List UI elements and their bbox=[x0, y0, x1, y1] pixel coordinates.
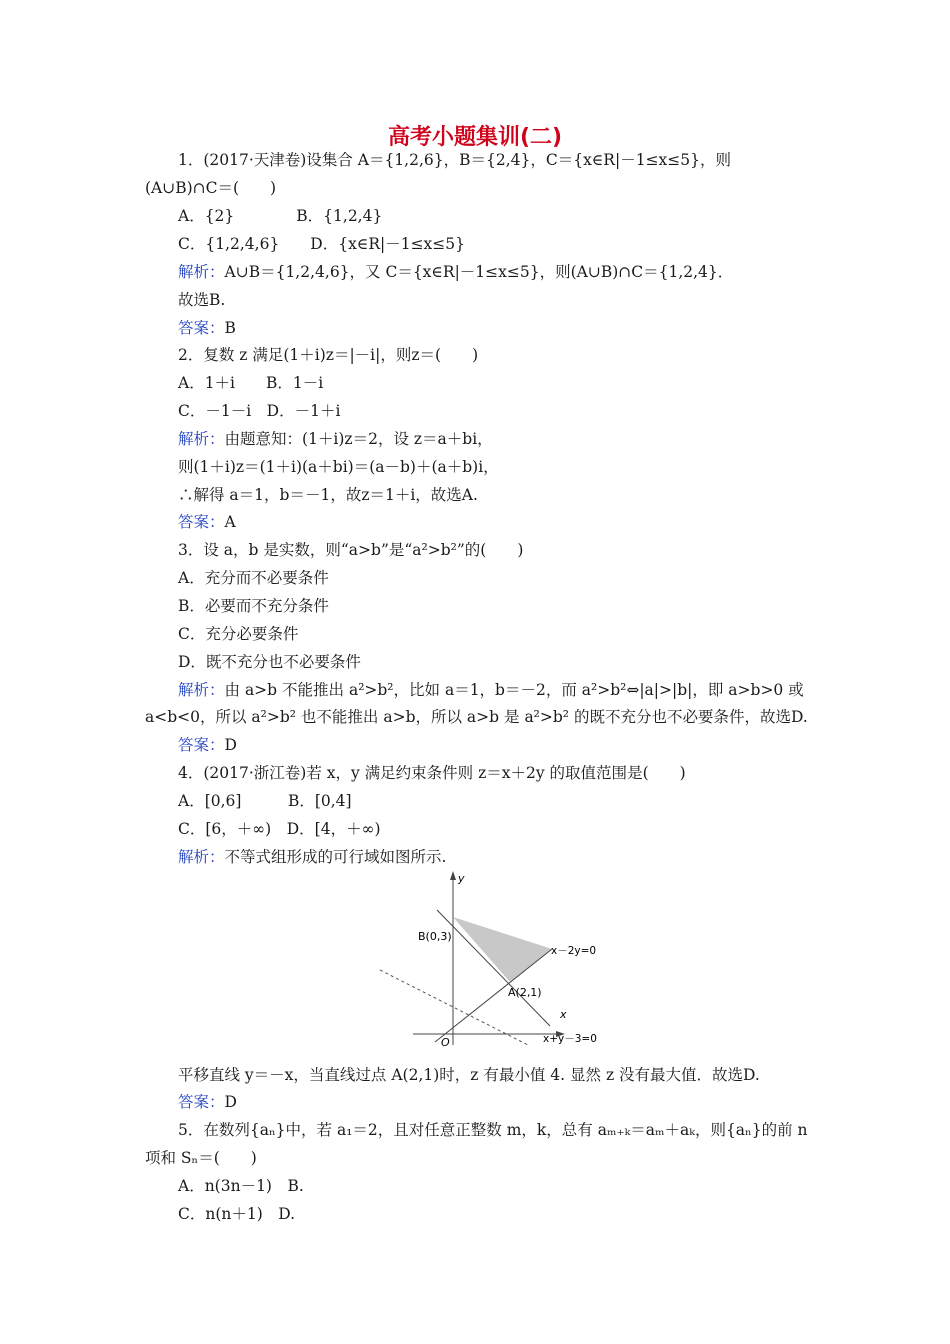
q2-answer-value: A bbox=[224, 513, 236, 531]
y-axis-label: y bbox=[458, 872, 465, 885]
analysis-label: 解析： bbox=[178, 848, 225, 866]
analysis-label: 解析： bbox=[178, 263, 225, 281]
line-1-label: x－2y=0 bbox=[551, 945, 597, 957]
q5-options-cd: C．n(n＋1) D. bbox=[178, 1205, 296, 1223]
x-axis-label: x bbox=[560, 1008, 567, 1021]
q3-analysis-text: 由 a>b 不能推出 a²>b²，比如 a＝1，b＝－2，而 a²>b²⇔|a|>|b|，即 a>b>0 或 bbox=[224, 681, 804, 699]
q1-options-ab: A．{2} B．{1,2,4} bbox=[178, 207, 383, 225]
q5-options-ab: A．n(3n－1) B. bbox=[178, 1177, 304, 1195]
q4-analysis bbox=[178, 847, 446, 867]
q5-stem: 5．在数列{aₙ}中，若 a₁＝2，且对任意正整数 m，k，总有 aₘ₊ₖ＝aₘ＋aₖ，则{aₙ}的前 n bbox=[178, 1121, 808, 1139]
answer-label: 答案： bbox=[178, 513, 225, 531]
q4-stem: 4．(2017·浙江卷)若 x，y 满足约束条件则 z＝x＋2y 的取值范围是( ) bbox=[178, 764, 686, 782]
page-title: 高考小题集训(二) bbox=[387, 125, 563, 150]
q3-answer bbox=[178, 735, 237, 755]
q1-options-cd: C．{1,2,4,6} D．{x∈R|－1≤x≤5} bbox=[178, 235, 466, 253]
q3-stem: 3．设 a，b 是实数，则“a>b”是“a²>b²”的( ) bbox=[178, 541, 524, 559]
q3-analysis bbox=[178, 680, 804, 700]
analysis-label: 解析： bbox=[178, 681, 225, 699]
point-a-label: A(2,1) bbox=[508, 986, 542, 999]
origin-label: O bbox=[441, 1036, 450, 1049]
q1-analysis-text: A∪B＝{1,2,4,6}，又 C＝{x∈R|－1≤x≤5}，则(A∪B)∩C＝{1,2,4}． bbox=[224, 263, 734, 281]
q3-answer-value: D bbox=[224, 736, 237, 754]
q1-stem-cont: (A∪B)∩C＝( ) bbox=[145, 179, 277, 197]
dashed-line-y-minus-x bbox=[380, 970, 530, 1046]
answer-label: 答案： bbox=[178, 736, 225, 754]
q4-options-cd: C．[6，＋∞) D．[4，＋∞) bbox=[178, 820, 381, 838]
point-b-label: B(0,3) bbox=[418, 930, 452, 943]
q3-analysis-cont: a<b<0，所以 a²>b² 也不能推出 a>b，所以 a>b 是 a²>b² 的既不充分也不必要条件，故选D. bbox=[145, 708, 808, 726]
q2-answer bbox=[178, 512, 236, 532]
q4-options-ab: A．[0,6] B．[0,4] bbox=[178, 792, 352, 810]
answer-label: 答案： bbox=[178, 1093, 225, 1111]
q1-answer-value: B bbox=[224, 319, 236, 337]
answer-label: 答案： bbox=[178, 319, 225, 337]
line-x-plus-y-minus-3 bbox=[437, 910, 550, 1026]
q1-analysis bbox=[178, 262, 733, 282]
q3-option-b: B．必要而不充分条件 bbox=[178, 597, 329, 615]
q1-analysis-cont: 故选B. bbox=[178, 291, 226, 309]
q2-stem: 2．复数 z 满足(1＋i)z＝|－i|，则z＝( ) bbox=[178, 346, 479, 364]
q1-answer bbox=[178, 318, 236, 338]
q5-stem-cont: 项和 Sₙ＝( ) bbox=[145, 1149, 257, 1167]
q4-answer bbox=[178, 1092, 237, 1112]
q4-analysis-text: 不等式组形成的可行域如图所示. bbox=[224, 848, 447, 866]
q3-option-a: A．充分而不必要条件 bbox=[178, 569, 329, 587]
q1-stem: 1．(2017·天津卷)设集合 A＝{1,2,6}，B＝{2,4}，C＝{x∈R|－1≤x≤5}，则 bbox=[178, 151, 732, 169]
feasible-region-figure bbox=[375, 868, 610, 1053]
q2-options-ab: A．1＋i B．1－i bbox=[178, 374, 324, 392]
q2-options-cd: C．－1－i D．－1＋i bbox=[178, 402, 341, 420]
q4-answer-value: D bbox=[224, 1093, 237, 1111]
q3-option-c: C．充分必要条件 bbox=[178, 625, 299, 643]
line-2-label: x+y－3=0 bbox=[543, 1033, 597, 1045]
feasible-region bbox=[453, 917, 552, 982]
analysis-label: 解析： bbox=[178, 430, 225, 448]
y-axis-arrow bbox=[450, 871, 456, 880]
q4-analysis-cont: 平移直线 y＝－x，当直线过点 A(2,1)时，z 有最小值 4. 显然 z 没有最大值．故选D. bbox=[178, 1066, 760, 1084]
q2-analysis-line3: ∴解得 a＝1，b＝－1，故z＝1＋i，故选A. bbox=[178, 486, 478, 504]
q2-analysis-line2: 则(1＋i)z＝(1＋i)(a＋bi)＝(a－b)＋(a＋b)i， bbox=[178, 458, 499, 476]
q2-analysis bbox=[178, 429, 493, 449]
q2-analysis-text: 由题意知：(1＋i)z＝2，设 z＝a＋bi， bbox=[224, 430, 493, 448]
q3-option-d: D．既不充分也不必要条件 bbox=[178, 653, 361, 671]
